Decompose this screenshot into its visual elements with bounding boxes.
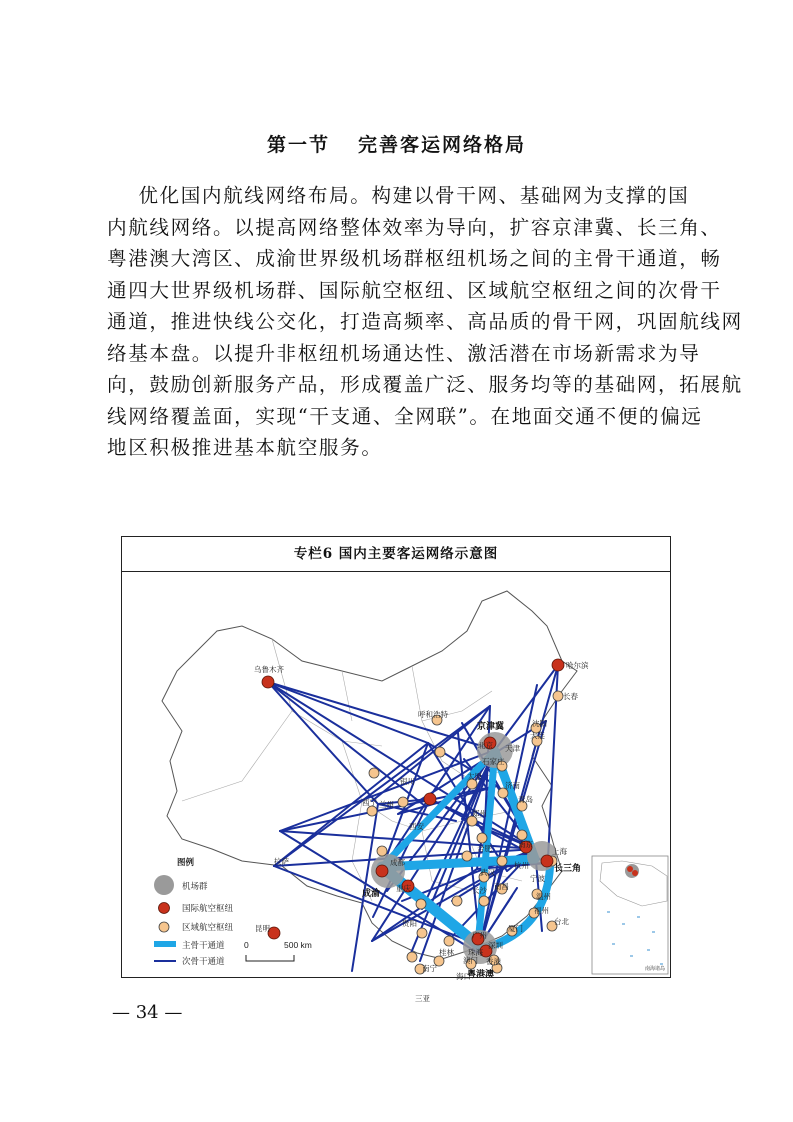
city-label: 哈尔滨 [566,661,589,670]
paragraph-line: 络基本盘。以提升非枢纽机场通达性、激活潜在市场新需求为导 [107,341,701,365]
city-label: 厦门 [508,924,523,933]
legend-title: 图例 [177,857,195,867]
network-map [122,571,669,1003]
city-label: 兰州 [379,800,394,809]
city-label: 天津 [505,744,520,753]
city-label: 银川 [400,777,415,786]
network-figure [121,536,671,1003]
city-label: 澳门 [463,956,478,965]
figure-title: 专栏6 国内主要客运网络示意图 [122,537,670,572]
paragraph-line: 通四大世界级机场群、国际航空枢纽、区域航空枢纽之间的次骨干 [107,278,722,302]
inset-label: 南海诸岛 [645,966,666,972]
legend-main-label: 主骨干通道 [182,940,225,950]
city-label: 合肥 [477,844,492,853]
city-label: 济南 [505,781,520,790]
city-label: 温州 [536,892,551,901]
paragraph-line: 粤港澳大湾区、成渝世界级机场群枢纽机场之间的主骨干通道，畅 [107,247,722,270]
city-label: 太原 [467,772,482,781]
cluster-label: 京津冀 [477,721,505,731]
page-number: — 34 — [112,1002,183,1023]
paragraph-line: 地区积极推进基本航空服务。 [107,436,383,459]
city-label: 桂林 [439,948,454,957]
city-label: 大连 [530,731,545,740]
legend-cluster-label: 机场群 [182,881,208,891]
paragraph-line: 内航线网络。以提高网络整体效率为导向，扩容京津冀、长三角、 [107,215,722,239]
city-label: 南京 [518,840,533,849]
city-label: 乌鲁木齐 [254,665,284,674]
city-label: 长春 [563,692,578,701]
legend-regional-label: 区域航空枢纽 [182,922,234,932]
city-label: 深圳 [488,941,503,950]
city-label: 沈阳 [532,719,547,728]
legend-cluster-symbol [154,875,174,895]
city-label: 福州 [534,906,549,915]
city-label: 成都 [390,858,405,867]
city-label: 香港 [486,957,501,966]
cluster-label: 长三角 [554,863,582,873]
city-label: 西安 [409,822,424,831]
legend-regional-symbol [159,922,169,932]
paragraph-line: 线网络覆盖面，实现“干支通、全网联”。在地面交通不便的偏远 [107,404,703,428]
inset-map [592,856,668,974]
scale-bar [246,955,294,961]
city-label: 武汉 [480,868,495,877]
city-label: 杭州 [514,861,529,870]
city-label: 广州 [472,931,487,940]
city-label: 三亚 [415,994,430,1003]
city-label: 青岛 [518,795,533,804]
legend-main-symbol [154,941,176,947]
city-label: 海口 [456,972,471,981]
city-label: 台北 [554,917,569,926]
city-label: 西宁 [362,798,377,807]
legend-secondary-label: 次骨干通道 [182,956,225,966]
city-label: 宁波 [530,874,545,883]
paragraph-line: 向，鼓励创新服务产品，形成覆盖广泛、服务均等的基础网，拓展航 [107,373,743,396]
legend-intl-symbol [159,903,170,914]
city-label: 上海 [552,847,567,856]
city-label: 南昌 [494,882,509,891]
legend-intl-label: 国际航空枢纽 [182,903,234,913]
city-label: 重庆 [396,884,411,893]
body-paragraph [107,180,743,464]
cluster-label: 成渝 [362,888,381,898]
city-label: 石家庄 [482,757,505,766]
section-number: 第一节 [266,134,330,156]
city-label: 呼和浩特 [418,710,448,719]
city-label: 长沙 [472,886,487,895]
city-label: 北京 [478,741,493,750]
legend [154,857,312,966]
city-label: 南宁 [422,964,437,973]
city-label: 拉萨 [274,857,289,866]
cluster-label: 粤港澳 [467,969,495,979]
city-label: 珠海 [468,948,483,957]
section-title [0,130,793,157]
paragraph-line: 优化国内航线网络布局。构建以骨干网、基础网为支撑的国 [107,184,690,207]
city-label: 昆明 [255,924,270,933]
scale-label: 500 km [284,940,312,950]
scale-zero: 0 [244,940,249,950]
section-heading: 完善客运网络格局 [358,134,527,156]
paragraph-line: 通道，推进快线公交化，打造高频率、高品质的骨干网，巩固航线网 [107,310,743,333]
city-label: 贵阳 [402,919,417,928]
city-label: 郑州 [472,809,487,818]
